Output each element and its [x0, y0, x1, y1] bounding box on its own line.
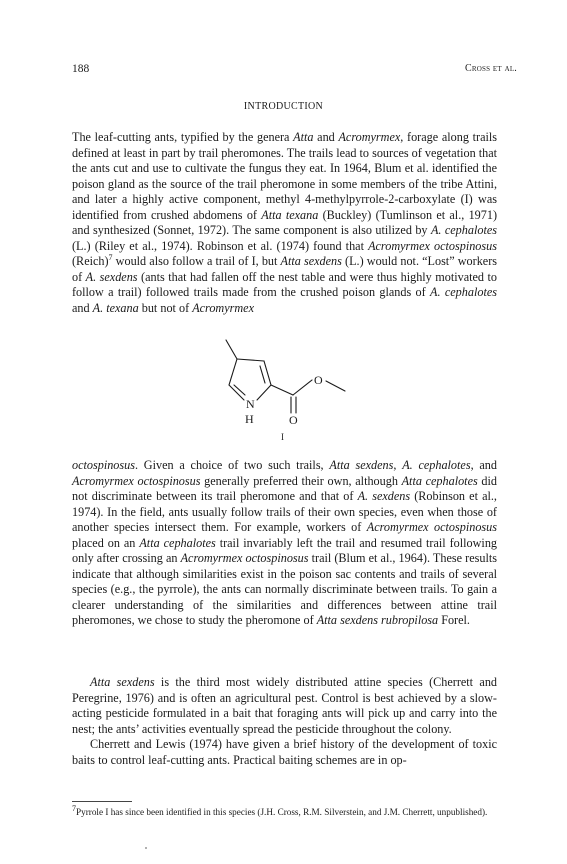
hydrogen-label: H [245, 412, 254, 426]
genus-name: Acromyrmex [192, 300, 254, 315]
text-run: . Given a choice of two such trails, [134, 458, 330, 472]
text-run: trail (Blum et al., 1964). These results indicate that although similarities exist in the poison sac contents and trails of several species (e.g., the pyrrole), the ants can normally discriminate between trails. To gain a clearer understanding of the similarities and differences between attine trail pheromones, we chose to study the pheromone of [72, 551, 497, 627]
oxygen-label: O [289, 413, 298, 427]
paragraph-1 [72, 130, 497, 316]
text-run: (Reich) [72, 254, 109, 268]
text-run: and [72, 300, 93, 315]
text-run: (Robinson et al., 1974). In the field, ants usually follow trails of their own species, even when those of another species intersect them. For example, workers of [72, 489, 497, 534]
species-name: A. sexdens [85, 269, 138, 284]
genus-name: Acromyrmex [338, 130, 401, 144]
footnote [72, 803, 497, 818]
species-name: A. sexdens [357, 489, 411, 503]
nitrogen-label: N [246, 397, 255, 411]
text-run: (L.) (Riley et al., 1974). Robinson et al. (1974) found that [72, 238, 369, 253]
text-run: placed on an [72, 535, 140, 550]
compound-number: I [281, 432, 284, 442]
species-name: Acromyrmex octospinosus [180, 551, 309, 565]
species-name: Atta sexdens [90, 675, 155, 689]
section-heading: INTRODUCTION [243, 101, 324, 112]
text-run: (Buckley) (Tumlinson et al., 1971) and synthesized (Sonnet, 1972). The same component is also utilized by [72, 207, 498, 237]
species-name: Acromyrmex octospinosus [366, 520, 497, 534]
ring-double-bond [234, 385, 245, 395]
paragraph-4: Cherrett and Lewis (1974) have given a brief history of the development of toxic baits to control leaf-cutting ants. Practical baiting schemes are in op- [72, 737, 497, 767]
footnote-rule [72, 801, 132, 802]
chemical-structure [206, 324, 366, 442]
footnote-text: Pyrrole I has since been identified in this species (J.H. Cross, R.M. Silverstein, and J.M. Cherrett, unpublished). [76, 807, 488, 817]
species-name: Acromyrmex octospinosus [72, 473, 201, 488]
ring-bond [237, 359, 264, 361]
ester-bond [271, 385, 293, 395]
footnote-marker: 7 [108, 252, 113, 262]
genus-name: Atta [293, 130, 314, 144]
species-name: A. texana [92, 300, 139, 315]
ring-double-bond [260, 366, 265, 383]
footnote-marker: 7 [72, 803, 76, 813]
text-run: (ants that had fallen off the nest table and were thus highly motivated to follow a trail) followed trails made from the crushed poison glands of [72, 269, 497, 299]
text-run: would also follow a trail of I, but [112, 254, 281, 268]
text-run: is the third most widely distributed attine species (Cherrett and Peregrine, 1976) and is often an agricultural pest. Control is best achieved by a slow-acting pesticide formulated in a bait that foraging ants will pick up and carry into the nest; the ants’ activities eventually spread the pesticide throughout the colony. [72, 675, 498, 736]
scan-speck [145, 847, 147, 849]
text-run: generally preferred their own, although [200, 473, 402, 488]
species-name: Atta sexdens [329, 458, 394, 472]
species-name: A. cephalotes [430, 285, 497, 299]
page-number: 188 [72, 63, 90, 75]
paragraph-3 [72, 675, 497, 737]
species-name: Atta cephalotes [139, 535, 216, 550]
paragraph-2 [72, 458, 497, 629]
species-name: A. cephalotes [430, 223, 497, 237]
oxygen-label: O [314, 373, 323, 387]
text-run: but not of [138, 300, 193, 315]
species-name: Acromyrmex octospinosus [368, 238, 497, 253]
text-run: trail invariably left the trail and resumed trail following only after crossing an [72, 535, 498, 565]
species-name: Atta cephalotes [401, 473, 478, 488]
species-name: Atta sexdens [280, 254, 342, 268]
running-head: Cross et al. [465, 63, 517, 74]
text-run: (L.) would not. “Lost” workers of [72, 254, 497, 284]
methoxy-bond [326, 381, 345, 391]
text-run: did not discriminate between its trail pheromone and that of [72, 473, 497, 503]
ring-bond [229, 359, 237, 385]
text-run: Forel. [438, 613, 470, 627]
methyl-bond [226, 340, 237, 359]
species-name: Atta texana [261, 207, 319, 222]
text-run: , and [470, 458, 497, 472]
text-run: The leaf-cutting ants, typified by the genera [72, 130, 294, 144]
species-name: Atta sexdens rubropilosa [316, 613, 439, 627]
text-run: , forage along trails defined at least in part by trail pheromones. The trails lead to sources of vegetation that the ants cut and use to cultivate the fungus they eat. In 1964, Blum et al. identified the poison gland as the source of the trail pheromone in some members of the tribe Attini, and later a highly active component, methyl 4-methylpyrrole-2-carboxylate (I) was identified from crushed abdomens of [72, 130, 497, 222]
text-run: , [393, 458, 403, 472]
species-name: A. cephalotes [402, 458, 471, 472]
ring-bond [257, 385, 271, 400]
text-run: and [313, 130, 339, 144]
species-name: octospinosus [72, 458, 135, 472]
ester-bond [293, 380, 312, 395]
